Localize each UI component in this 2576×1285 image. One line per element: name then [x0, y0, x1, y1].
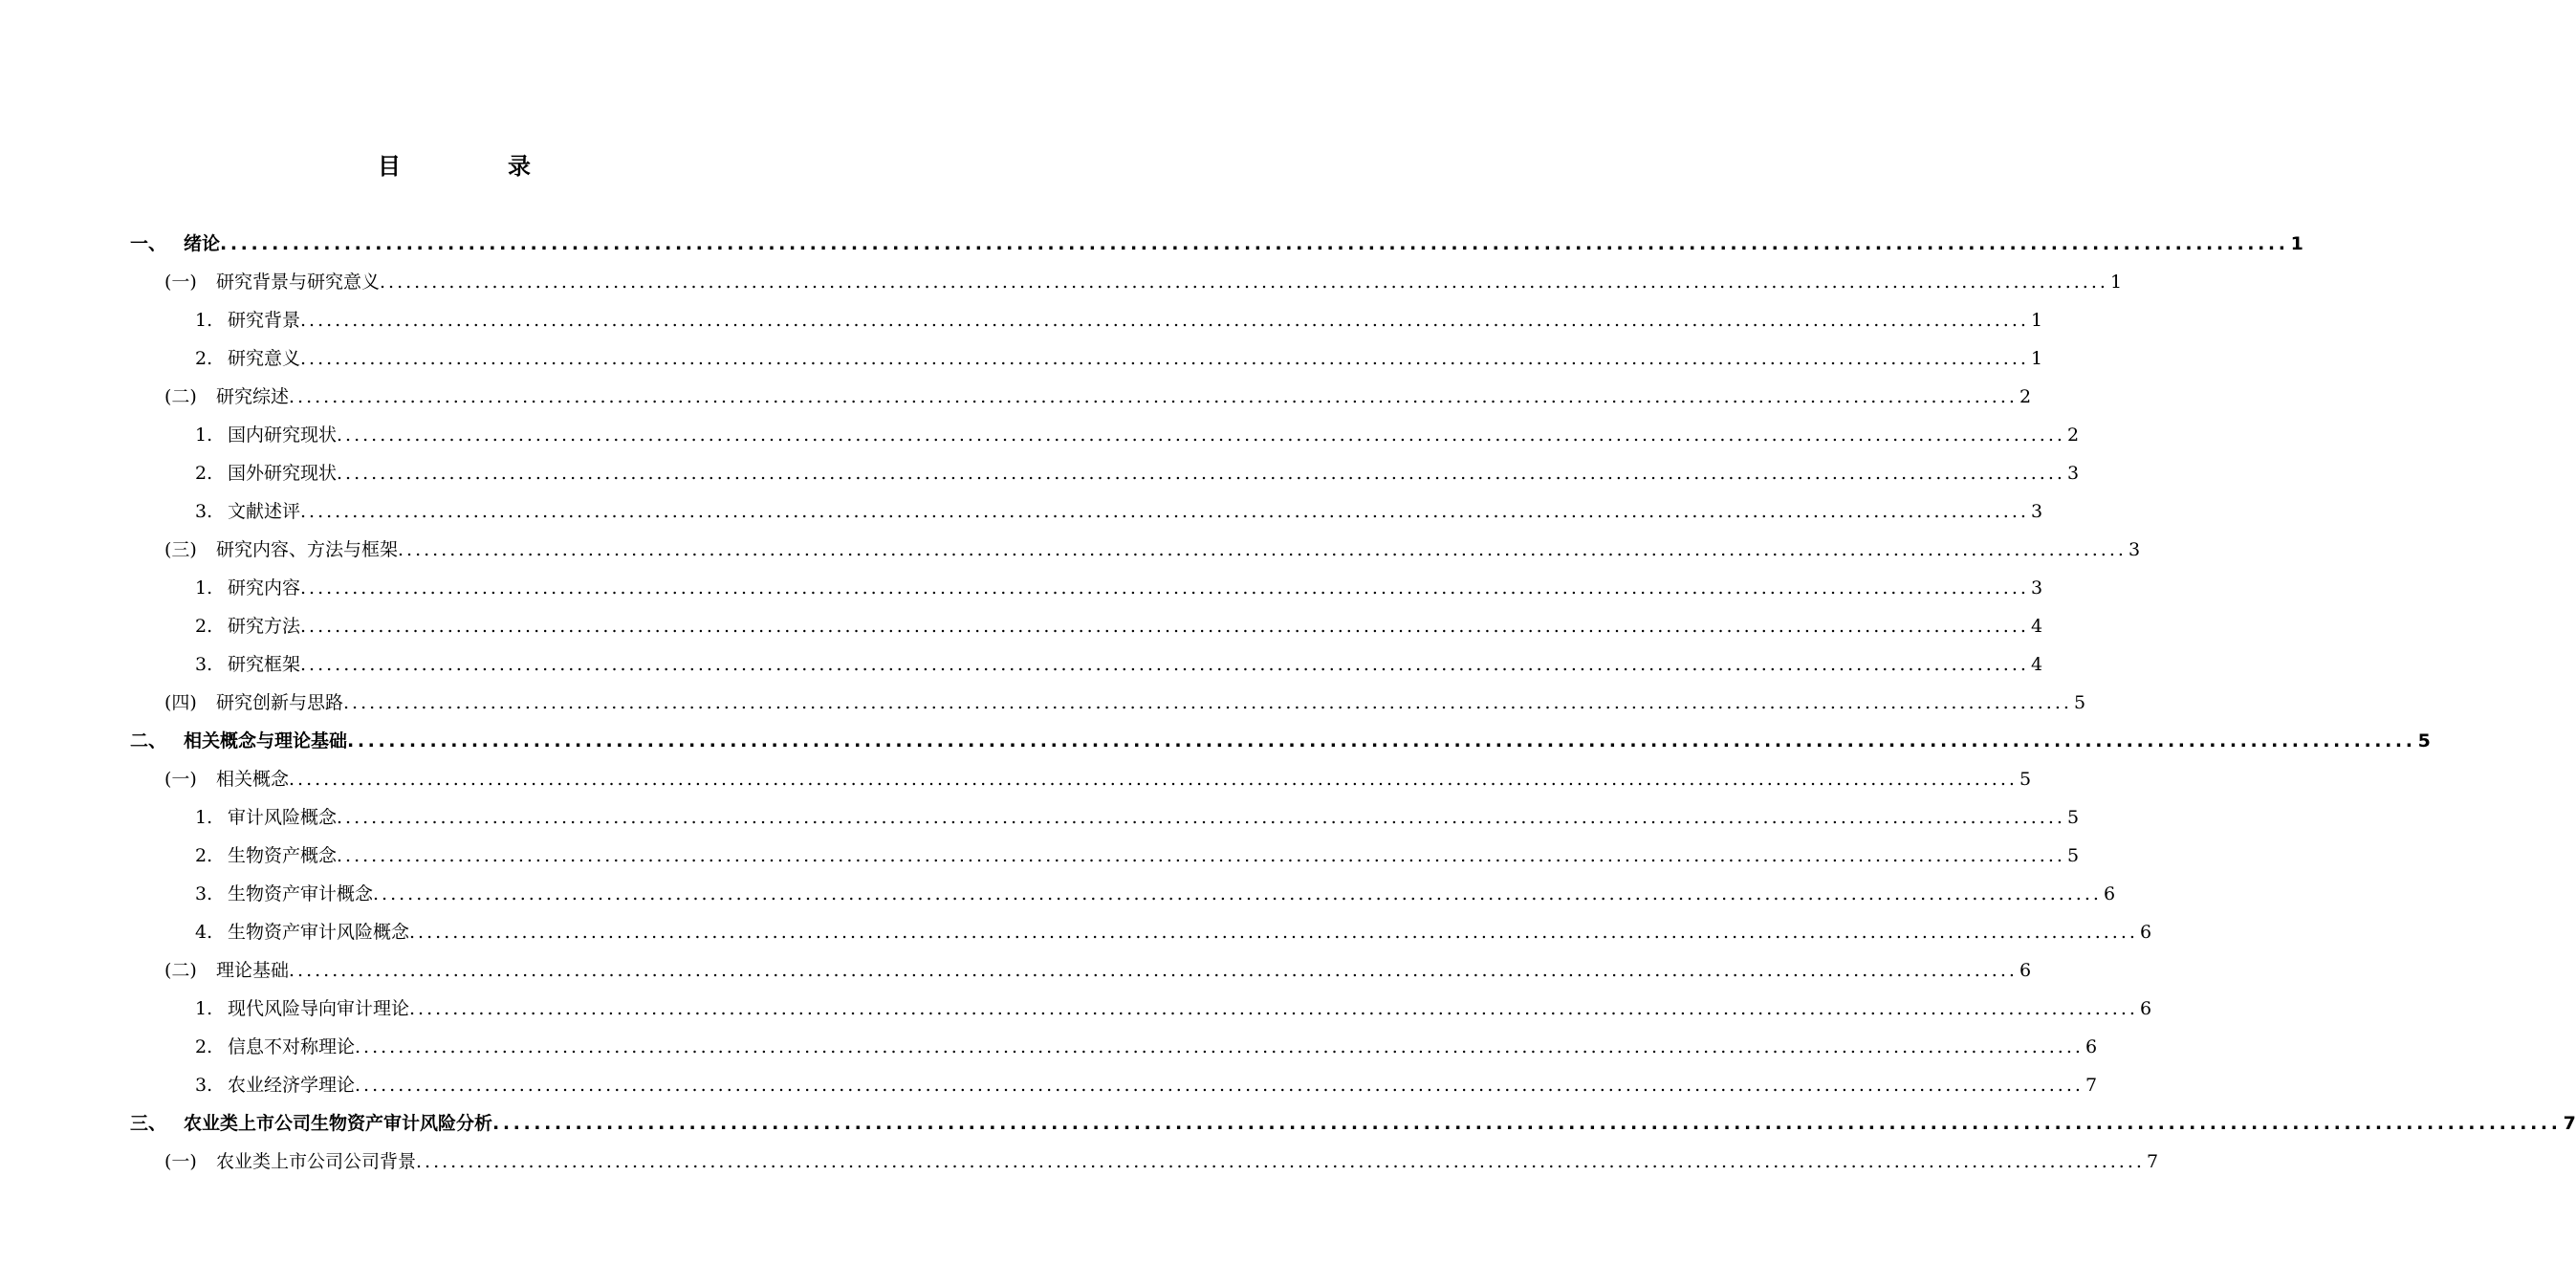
toc-entry[interactable]: [130, 837, 2080, 875]
toc-entry-page-number: 3: [2030, 501, 2043, 522]
table-of-contents: [130, 225, 2576, 1181]
toc-entry-page-number: 6: [2085, 1036, 2098, 1057]
toc-entry-page-number: 4: [2030, 654, 2043, 675]
toc-entry-page-number: 1: [2030, 348, 2043, 369]
toc-entry[interactable]: [130, 416, 2080, 454]
toc-entry-page-number: 5: [2417, 730, 2431, 751]
toc-entry-number: 1.: [195, 425, 213, 446]
toc-entry-number: 3.: [195, 501, 213, 522]
toc-entry-page-number: 3: [2128, 539, 2141, 560]
toc-entry-title: 文献述评: [228, 501, 301, 522]
dot-leader: ........................................................................................................................................................................................................: [300, 501, 2029, 522]
dot-leader: ........................................................................................................................................................................................................: [337, 463, 2065, 484]
toc-entry-title: 绪论: [184, 233, 221, 254]
dot-leader: ........................................................................................................................................................................................................: [355, 1075, 2084, 1096]
toc-entry[interactable]: [130, 225, 2303, 263]
dot-leader: ........................................................................................................................................................................................................: [492, 1113, 2562, 1134]
toc-entry-page-number: 6: [2103, 883, 2116, 904]
toc-entry[interactable]: [130, 531, 2141, 569]
toc-entry-title: 研究内容: [228, 577, 301, 599]
toc-entry[interactable]: [130, 798, 2080, 837]
dot-leader: ........................................................................................................................................................................................................: [289, 960, 2018, 981]
toc-entry-title: 研究方法: [228, 616, 301, 637]
toc-entry-page-number: 5: [2066, 845, 2080, 866]
toc-entry-title: 国外研究现状: [228, 463, 338, 484]
toc-entry[interactable]: [130, 1104, 2576, 1143]
toc-entry-number: (三): [164, 539, 197, 560]
toc-entry-page-number: 1: [2290, 233, 2303, 254]
dot-leader: ........................................................................................................................................................................................................: [220, 233, 2289, 254]
toc-entry-number: (二): [164, 960, 197, 981]
toc-entry-page-number: 7: [2146, 1151, 2159, 1172]
toc-entry-number: 二、: [130, 730, 167, 751]
toc-entry-page-number: 6: [2139, 998, 2152, 1019]
toc-entry-number: 三、: [130, 1113, 167, 1134]
toc-entry-page-number: 1: [2109, 272, 2123, 293]
toc-entry-number: (二): [164, 386, 197, 407]
toc-entry-page-number: 5: [2019, 769, 2032, 790]
toc-entry-number: 3.: [195, 883, 213, 904]
toc-entry-number: 2.: [195, 348, 213, 369]
dot-leader: ........................................................................................................................................................................................................: [300, 348, 2029, 369]
dot-leader: ........................................................................................................................................................................................................: [373, 883, 2102, 904]
toc-entry[interactable]: [130, 492, 2043, 531]
toc-entry[interactable]: [130, 378, 2032, 416]
toc-entry-title: 审计风险概念: [228, 807, 338, 828]
toc-entry-number: 一、: [130, 233, 167, 254]
dot-leader: ........................................................................................................................................................................................................: [300, 577, 2029, 599]
toc-entry-title: 农业类上市公司公司背景: [216, 1151, 417, 1172]
toc-entry-title: 现代风险导向审计理论: [228, 998, 410, 1019]
toc-entry-title: 研究背景与研究意义: [216, 272, 381, 293]
dot-leader: ........................................................................................................................................................................................................: [289, 769, 2018, 790]
toc-entry-title: 研究框架: [228, 654, 301, 675]
toc-entry-title: 研究意义: [228, 348, 301, 369]
toc-entry-page-number: 7: [2563, 1113, 2576, 1134]
toc-entry-title: 理论基础: [216, 960, 290, 981]
dot-leader: ........................................................................................................................................................................................................: [300, 654, 2029, 675]
toc-entry-title: 信息不对称理论: [228, 1036, 356, 1057]
toc-entry-page-number: 5: [2073, 692, 2086, 713]
toc-entry-number: 1.: [195, 998, 213, 1019]
toc-entry-title: 生物资产概念: [228, 845, 338, 866]
toc-entry-number: (一): [164, 272, 197, 293]
toc-entry-number: (四): [164, 692, 197, 713]
dot-leader: ........................................................................................................................................................................................................: [380, 272, 2108, 293]
page-title: 目 录: [378, 153, 573, 180]
toc-entry-title: 研究背景: [228, 310, 301, 331]
toc-entry-page-number: 6: [2139, 922, 2152, 943]
toc-entry-page-number: 3: [2030, 577, 2043, 599]
dot-leader: ........................................................................................................................................................................................................: [337, 425, 2065, 446]
toc-entry-number: (一): [164, 769, 197, 790]
toc-entry-number: 4.: [195, 922, 213, 943]
toc-entry[interactable]: [130, 569, 2043, 607]
toc-entry-number: 3.: [195, 654, 213, 675]
toc-entry[interactable]: [130, 951, 2032, 990]
toc-entry-number: 1.: [195, 577, 213, 599]
toc-entry-title: 农业类上市公司生物资产审计风险分析: [184, 1113, 493, 1134]
dot-leader: ........................................................................................................................................................................................................: [347, 730, 2416, 751]
dot-leader: ........................................................................................................................................................................................................: [289, 386, 2018, 407]
toc-entry[interactable]: [130, 301, 2043, 339]
toc-entry-title: 相关概念: [216, 769, 290, 790]
toc-entry-title: 农业经济学理论: [228, 1075, 356, 1096]
toc-entry[interactable]: [130, 990, 2152, 1028]
toc-entry-number: 1.: [195, 807, 213, 828]
dot-leader: ........................................................................................................................................................................................................: [343, 692, 2072, 713]
dot-leader: ........................................................................................................................................................................................................: [409, 998, 2138, 1019]
toc-entry-title: 国内研究现状: [228, 425, 338, 446]
toc-entry-page-number: 2: [2066, 425, 2080, 446]
dot-leader: ........................................................................................................................................................................................................: [409, 922, 2138, 943]
toc-entry-page-number: 5: [2066, 807, 2080, 828]
toc-entry-page-number: 6: [2019, 960, 2032, 981]
dot-leader: ........................................................................................................................................................................................................: [337, 845, 2065, 866]
toc-entry[interactable]: [130, 1066, 2098, 1104]
toc-entry[interactable]: [130, 1028, 2098, 1066]
toc-entry[interactable]: [130, 607, 2043, 645]
toc-entry-number: 2.: [195, 463, 213, 484]
toc-entry[interactable]: [130, 684, 2086, 722]
toc-entry-number: 3.: [195, 1075, 213, 1096]
dot-leader: ........................................................................................................................................................................................................: [355, 1036, 2084, 1057]
toc-entry-page-number: 3: [2066, 463, 2080, 484]
toc-entry-title: 研究内容、方法与框架: [216, 539, 399, 560]
toc-entry[interactable]: [130, 913, 2152, 951]
toc-entry-page-number: 4: [2030, 616, 2043, 637]
toc-entry[interactable]: [130, 645, 2043, 684]
toc-entry-page-number: 7: [2085, 1075, 2098, 1096]
dot-leader: ........................................................................................................................................................................................................: [300, 616, 2029, 637]
dot-leader: ........................................................................................................................................................................................................: [300, 310, 2029, 331]
toc-entry-title: 生物资产审计概念: [228, 883, 374, 904]
toc-entry[interactable]: [130, 263, 2123, 301]
dot-leader: ........................................................................................................................................................................................................: [398, 539, 2127, 560]
toc-entry[interactable]: [130, 875, 2116, 913]
toc-entry-number: 2.: [195, 616, 213, 637]
toc-entry[interactable]: [130, 1143, 2159, 1181]
toc-entry-page-number: 1: [2030, 310, 2043, 331]
toc-entry-number: (一): [164, 1151, 197, 1172]
toc-entry-page-number: 2: [2019, 386, 2032, 407]
toc-entry-number: 2.: [195, 1036, 213, 1057]
toc-entry-number: 1.: [195, 310, 213, 331]
toc-entry-title: 生物资产审计风险概念: [228, 922, 410, 943]
dot-leader: ........................................................................................................................................................................................................: [337, 807, 2065, 828]
toc-entry-title: 研究综述: [216, 386, 290, 407]
toc-entry-title: 研究创新与思路: [216, 692, 344, 713]
dot-leader: ........................................................................................................................................................................................................: [416, 1151, 2145, 1172]
toc-entry-title: 相关概念与理论基础: [184, 730, 348, 751]
toc-entry[interactable]: [130, 454, 2080, 492]
toc-entry[interactable]: [130, 760, 2032, 798]
toc-entry[interactable]: [130, 722, 2431, 760]
toc-entry-number: 2.: [195, 845, 213, 866]
toc-entry[interactable]: [130, 339, 2043, 378]
